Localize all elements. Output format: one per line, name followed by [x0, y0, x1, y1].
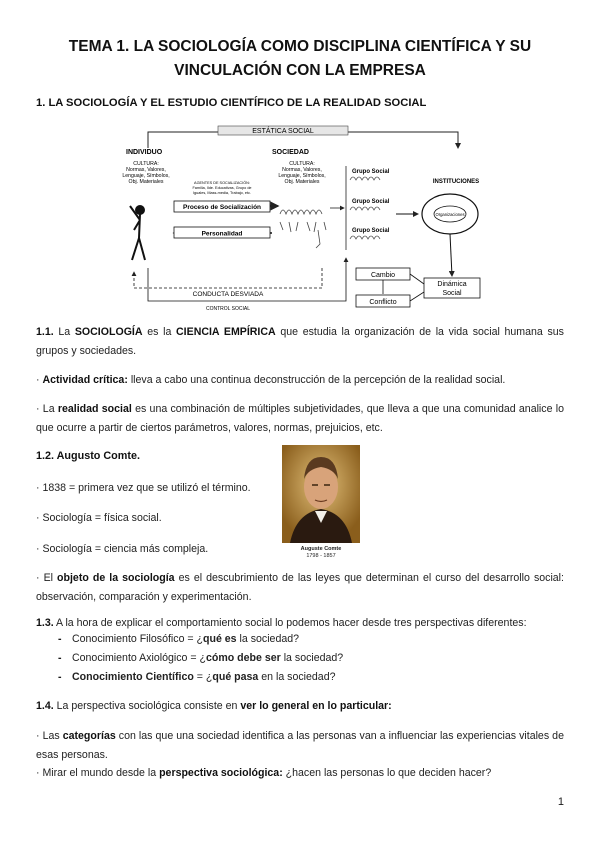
agentes-socializacion — [192, 180, 251, 195]
paragraph-1-3: 1.3. A la hora de explicar el comportamiento social lo podemos hacer desde tres perspectivas diferentes: — [36, 617, 527, 629]
svg-text:Grupo Social: Grupo Social — [352, 169, 390, 175]
person-icon — [130, 206, 145, 260]
paragraph-objeto: · El objeto de la sociología es el descubrimiento de las leyes que determinan el curso del desarrollo social: observación, comparación y experimentación. — [36, 572, 564, 603]
estatica-label: ESTÁTICA SOCIAL — [252, 128, 314, 135]
svg-text:Lenguaje, Símbolos,: Lenguaje, Símbolos, — [278, 173, 326, 179]
conducta-arrow — [134, 268, 322, 288]
cultura-individuo — [122, 161, 169, 185]
paragraph-1-4: 1.4. La perspectiva sociológica consiste en ver lo general en lo particular: — [36, 700, 392, 712]
individuo-label: INDIVIDUO — [126, 149, 163, 156]
comte-heading: 1.2. Augusto Comte. — [36, 450, 140, 462]
grupos-sociales — [330, 166, 390, 250]
conflicto-label: Conflicto — [369, 299, 397, 306]
dinamica-label-1: Dinámica — [437, 281, 467, 288]
list-item-axiologico: Conocimiento Axiológico = ¿cómo debe ser la sociedad? — [72, 652, 344, 664]
svg-text:Normas, Valores,: Normas, Valores, — [126, 167, 166, 173]
personalidad-arrow — [174, 227, 272, 238]
social-diagram — [112, 118, 482, 318]
crowd-sketch — [280, 210, 326, 248]
list-dash: - — [58, 652, 62, 664]
svg-text:Familia, Ilde. Educativas, Gru: Familia, Ilde. Educativas, Grupo de — [192, 186, 252, 190]
cultura-sociedad — [278, 161, 325, 185]
page-title-line2: VINCULACIÓN CON LA EMPRESA — [174, 62, 426, 79]
list-item-filosofico: Conocimiento Filosófico = ¿qué es la sociedad? — [72, 633, 300, 645]
sociedad-label: SOCIEDAD — [272, 149, 309, 156]
page-number: 1 — [557, 796, 564, 808]
cambio-label: Cambio — [370, 272, 396, 279]
svg-text:Grupo Social: Grupo Social — [352, 228, 390, 234]
paragraph-categorias: · Las categorías con las que una sociedad identifica a las personas van a influenciar las experiencias vitales de esas personas. — [36, 730, 564, 761]
comte-item-1: · 1838 = primera vez que se utilizó el término. — [36, 482, 251, 494]
paragraph-mirar: · Mirar el mundo desde la perspectiva sociológica: ¿hacen las personas lo que deciden hacer? — [36, 767, 492, 779]
paragraph-1-1: 1.1. La SOCIOLOGÍA es la CIENCIA EMPÍRICA que estudia la organización de la vida social humana sus grupos y sociedades. — [36, 326, 564, 357]
control-label: CONTROL SOCIAL — [206, 306, 250, 312]
comte-item-2: · Sociología = física social. — [36, 512, 162, 524]
list-item-cientifico: Conocimiento Científico = ¿qué pasa en la sociedad? — [72, 671, 336, 683]
svg-text:AGENTES DE SOCIALIZACIÓN:: AGENTES DE SOCIALIZACIÓN: — [194, 181, 250, 185]
svg-text:Obj. Materiales: Obj. Materiales — [284, 179, 320, 185]
svg-text:Normas, Valores,: Normas, Valores, — [282, 167, 322, 173]
dinamica-label-2: Social — [442, 290, 462, 297]
list-dash: - — [58, 671, 62, 683]
portrait-caption: Auguste Comte — [300, 546, 342, 552]
svg-text:Obj. Materiales: Obj. Materiales — [128, 179, 164, 185]
organizaciones-label: Organizaciones — [435, 212, 465, 217]
paragraph-actividad: · Actividad crítica: lleva a cabo una continua deconstrucción de la percepción de la realidad social. — [36, 374, 506, 386]
svg-text:Personalidad: Personalidad — [201, 230, 243, 238]
svg-text:Iguales, Mass-media, Trabajo,: Iguales, Mass-media, Trabajo, etc. — [192, 191, 252, 195]
comte-portrait — [282, 445, 360, 543]
svg-text:CULTURA:: CULTURA: — [133, 161, 159, 167]
paragraph-realidad: · La realidad social es una combinación de múltiples subjetividades, que lleva a que una comunidad analice lo que ocurre a partir de ciertos parámetros, valores, normas, prejuicios, etc. — [36, 403, 564, 434]
svg-text:Grupo Social: Grupo Social — [352, 199, 390, 205]
portrait-dates: 1798 - 1857 — [306, 553, 336, 559]
section-heading: 1. LA SOCIOLOGÍA Y EL ESTUDIO CIENTÍFICO DE LA REALIDAD SOCIAL — [36, 97, 427, 109]
conducta-label: CONDUCTA DESVIADA — [192, 291, 264, 298]
instituciones-label: INSTITUCIONES — [432, 179, 480, 185]
comte-item-3: · Sociología = ciencia más compleja. — [36, 543, 209, 555]
svg-text:Lenguaje, Símbolos,: Lenguaje, Símbolos, — [122, 173, 170, 179]
svg-text:Proceso de Socialización: Proceso de Socialización — [182, 204, 262, 211]
page-title-line1: TEMA 1. LA SOCIOLOGÍA COMO DISCIPLINA CIENTÍFICA Y SU — [68, 38, 532, 55]
list-dash: - — [58, 633, 62, 645]
proceso-arrow — [174, 201, 278, 212]
svg-text:CULTURA:: CULTURA: — [289, 161, 315, 167]
